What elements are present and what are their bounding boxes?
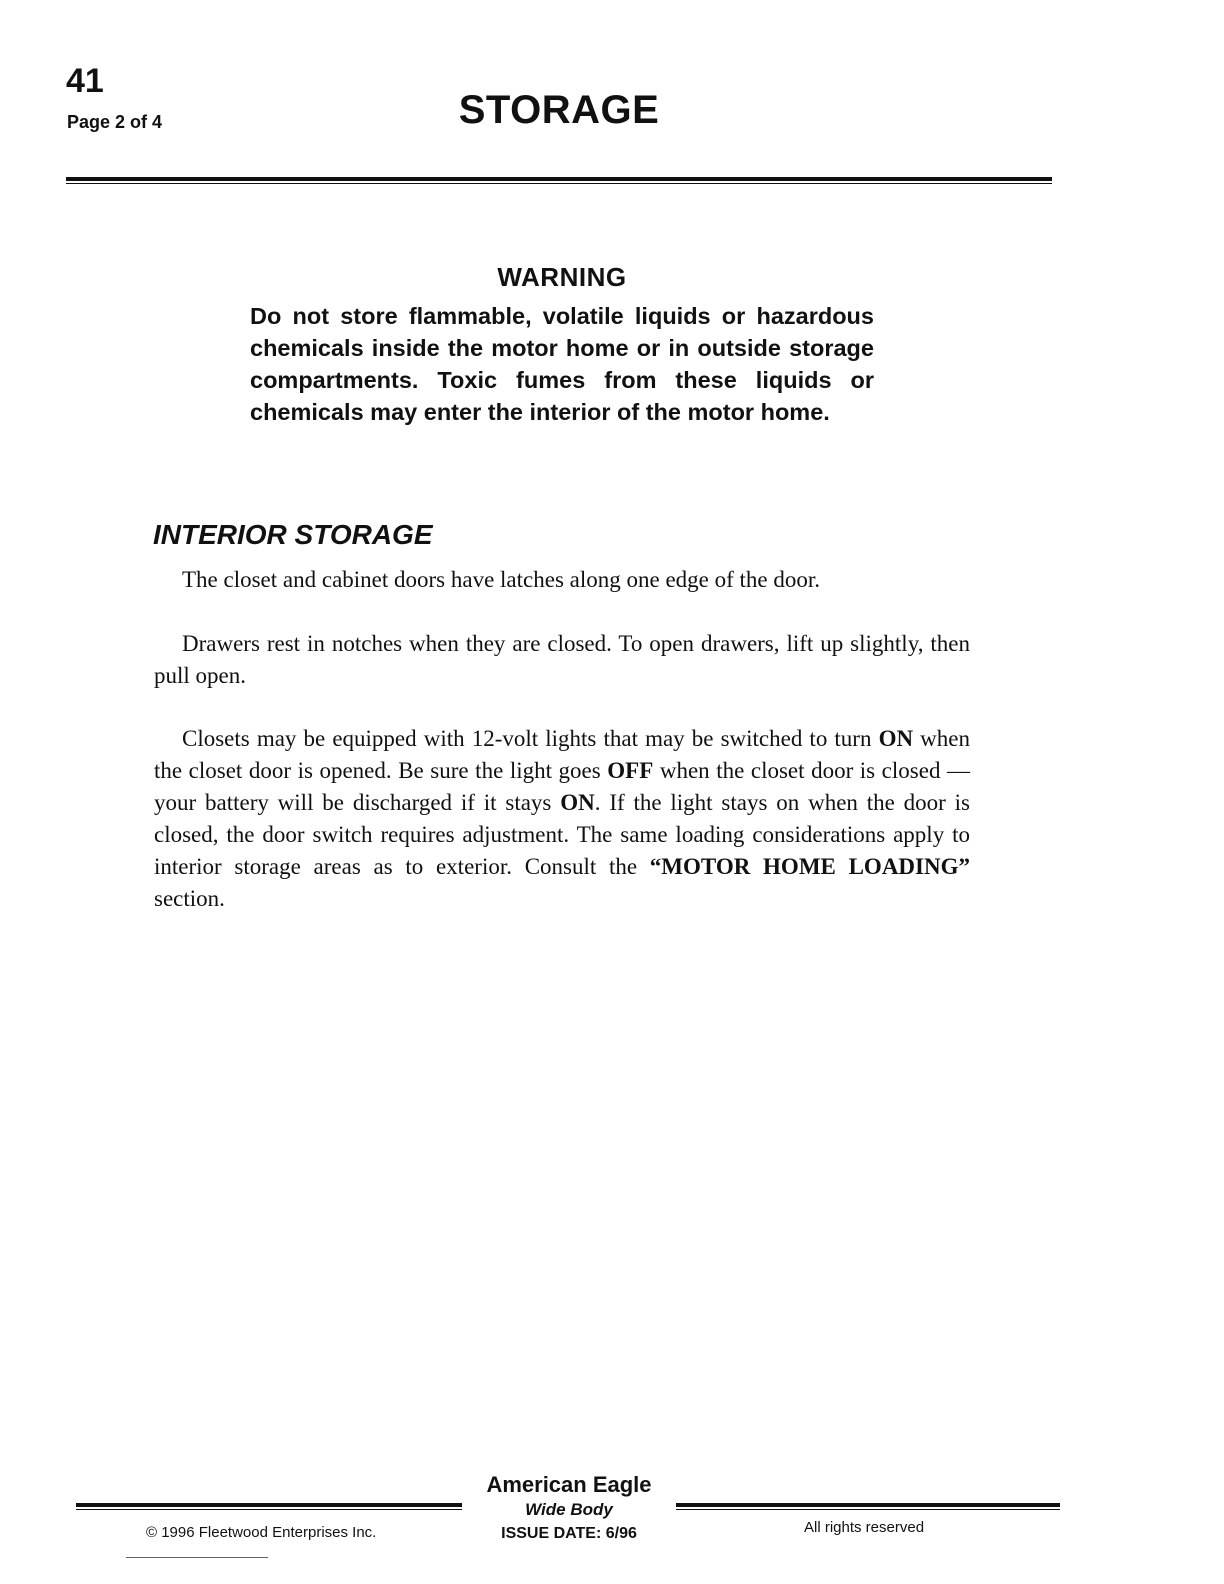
footer-issue-date: ISSUE DATE: 6/96 xyxy=(501,1525,637,1542)
page-title: STORAGE xyxy=(458,88,660,132)
paragraph-doors: The closet and cabinet doors have latches along one edge of the door. xyxy=(182,567,821,592)
emphasis-on: ON xyxy=(560,790,595,815)
footer-link-underline xyxy=(126,1557,268,1558)
emphasis-on: ON xyxy=(878,726,914,751)
section-reference: “MOTOR HOME LOADING” xyxy=(649,854,970,879)
emphasis-off: OFF xyxy=(607,758,654,783)
warning-title: WARNING xyxy=(497,262,627,292)
footer-model: Wide Body xyxy=(525,1500,613,1519)
section-number: 41 xyxy=(66,62,104,100)
footer-divider-left xyxy=(76,1503,462,1510)
footer-brand: American Eagle xyxy=(486,1472,652,1497)
text-run: when the closet door is opened. Be sure the light goes xyxy=(154,726,970,783)
section-heading: INTERIOR STORAGE xyxy=(153,519,433,550)
text-run: Closets may be equipped with 12-volt lights that may be switched to turn xyxy=(182,726,879,751)
text-run: when the closet door is closed — your battery will be discharged if it stays xyxy=(154,758,970,815)
footer-divider-right xyxy=(676,1503,1060,1510)
footer-copyright: © 1996 Fleetwood Enterprises Inc. xyxy=(146,1524,377,1541)
footer-rights: All rights reserved xyxy=(804,1519,925,1536)
paragraph-drawers: Drawers rest in notches when they are closed. To open drawers, lift up slightly, then pull open. xyxy=(154,631,970,688)
page-indicator: Page 2 of 4 xyxy=(67,112,163,132)
warning-body: Do not store flammable, volatile liquids or hazardous chemicals inside the motor home or in outside storage compartments. Toxic fumes from these liquids or chemicals may enter the interior of the motor home. xyxy=(250,303,874,425)
header-divider xyxy=(66,177,1052,184)
text-run: . If the light stays on when the door is closed, the door switch requires adjustment. The same loading considerations apply to interior storage areas as to exterior. Consult the xyxy=(154,790,970,879)
text-run: section. xyxy=(154,886,225,911)
paragraph-closet-lights xyxy=(154,723,970,915)
